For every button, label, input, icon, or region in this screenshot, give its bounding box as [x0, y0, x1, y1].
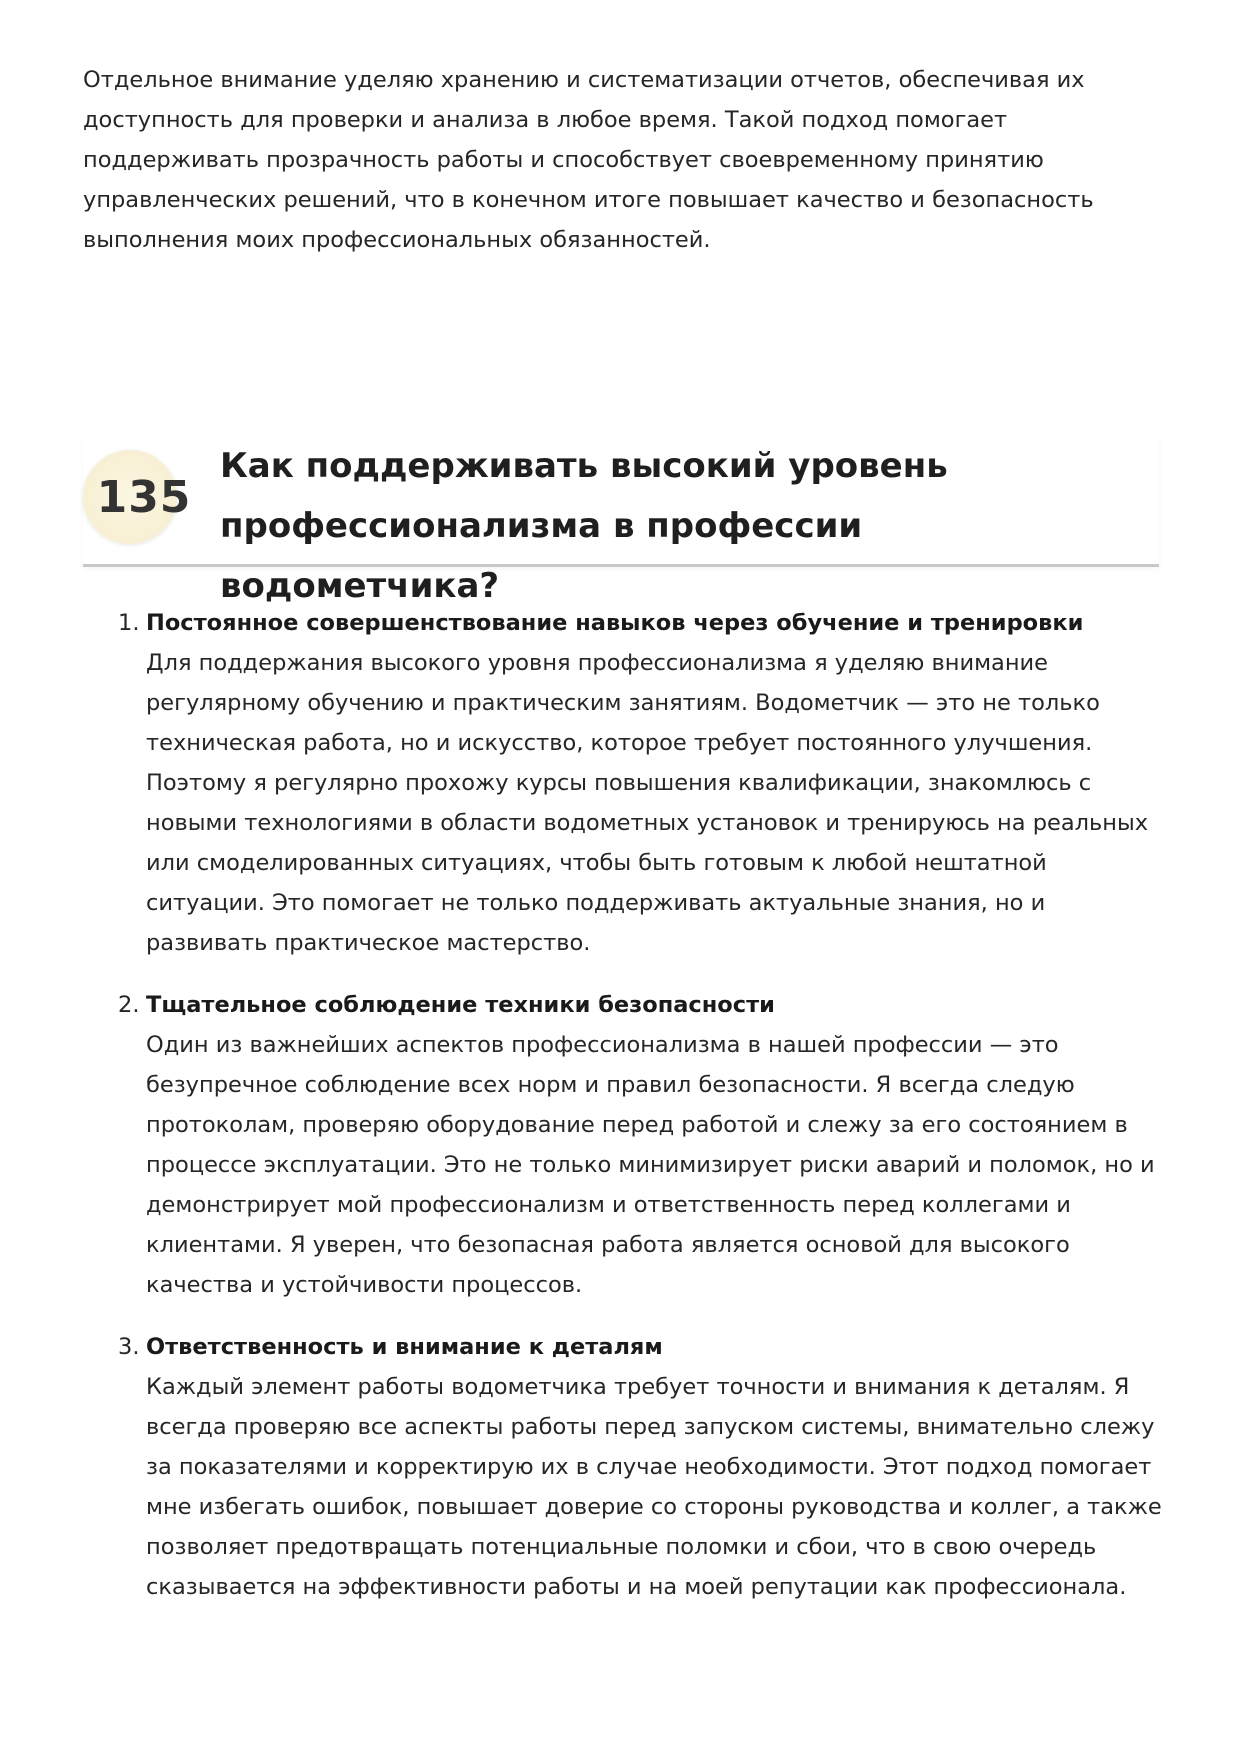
answer-list	[118, 603, 1163, 1629]
item-number: 3.	[118, 1334, 140, 1360]
intro-paragraph: Отдельное внимание уделяю хранению и систематизации отчетов, обеспечивая их доступность для проверки и анализа в любое время. Такой подход помогает поддерживать прозрачность работы и способствует своевременному принятию управленческих решений, что в конечном итоге повышает качество и безопасность выполнения моих профессиональных обязанностей.	[83, 67, 1094, 253]
list-item	[118, 603, 1163, 963]
item-title: Ответственность и внимание к деталям	[146, 1334, 663, 1360]
list-item	[118, 985, 1163, 1305]
question-number-badge	[83, 450, 192, 544]
question-header	[83, 436, 1159, 606]
question-title: Как поддерживать высокий уровень профессионализма в профессии водометчика?	[220, 446, 948, 606]
item-text: Для поддержания высокого уровня профессионализма я уделяю внимание регулярному обучению и практическим занятиям. Водометчик — это не только техническая работа, но и искусство, которое требует постоянного улучшения. Поэтому я регулярно прохожу курсы повышения квалификации, знакомлюсь с новыми технологиями в области водометных установок и тренируюсь на реальных или смоделированных ситуациях, чтобы быть готовым к любой нештатной ситуации. Это помогает не только поддерживать актуальные знания, но и развивать практическое мастерство.	[146, 650, 1149, 956]
item-number: 2.	[118, 992, 140, 1018]
item-title: Тщательное соблюдение техники безопасности	[146, 992, 775, 1018]
list-item	[118, 1327, 1163, 1607]
question-number: 135	[96, 471, 192, 523]
item-text: Каждый элемент работы водометчика требует точности и внимания к деталям. Я всегда проверяю все аспекты работы перед запуском системы, внимательно слежу за показателями и корректирую их в случае необходимости. Этот подход помогает мне избегать ошибок, повышает доверие со стороны руководства и коллег, а также позволяет предотвращать потенциальные поломки и сбои, что в свою очередь сказывается на эффективности работы и на моей репутации как профессионала.	[146, 1374, 1162, 1600]
item-text: Один из важнейших аспектов профессионализма в нашей профессии — это безупречное соблюдение всех норм и правил безопасности. Я всегда следую протоколам, проверяю оборудование перед работой и слежу за его состоянием в процессе эксплуатации. Это не только минимизирует риски аварий и поломок, но и демонстрирует мой профессионализм и ответственность перед коллегами и клиентами. Я уверен, что безопасная работа является основой для высокого качества и устойчивости процессов.	[146, 1032, 1155, 1298]
item-number: 1.	[118, 610, 140, 636]
item-title: Постоянное совершенствование навыков через обучение и тренировки	[146, 610, 1084, 636]
